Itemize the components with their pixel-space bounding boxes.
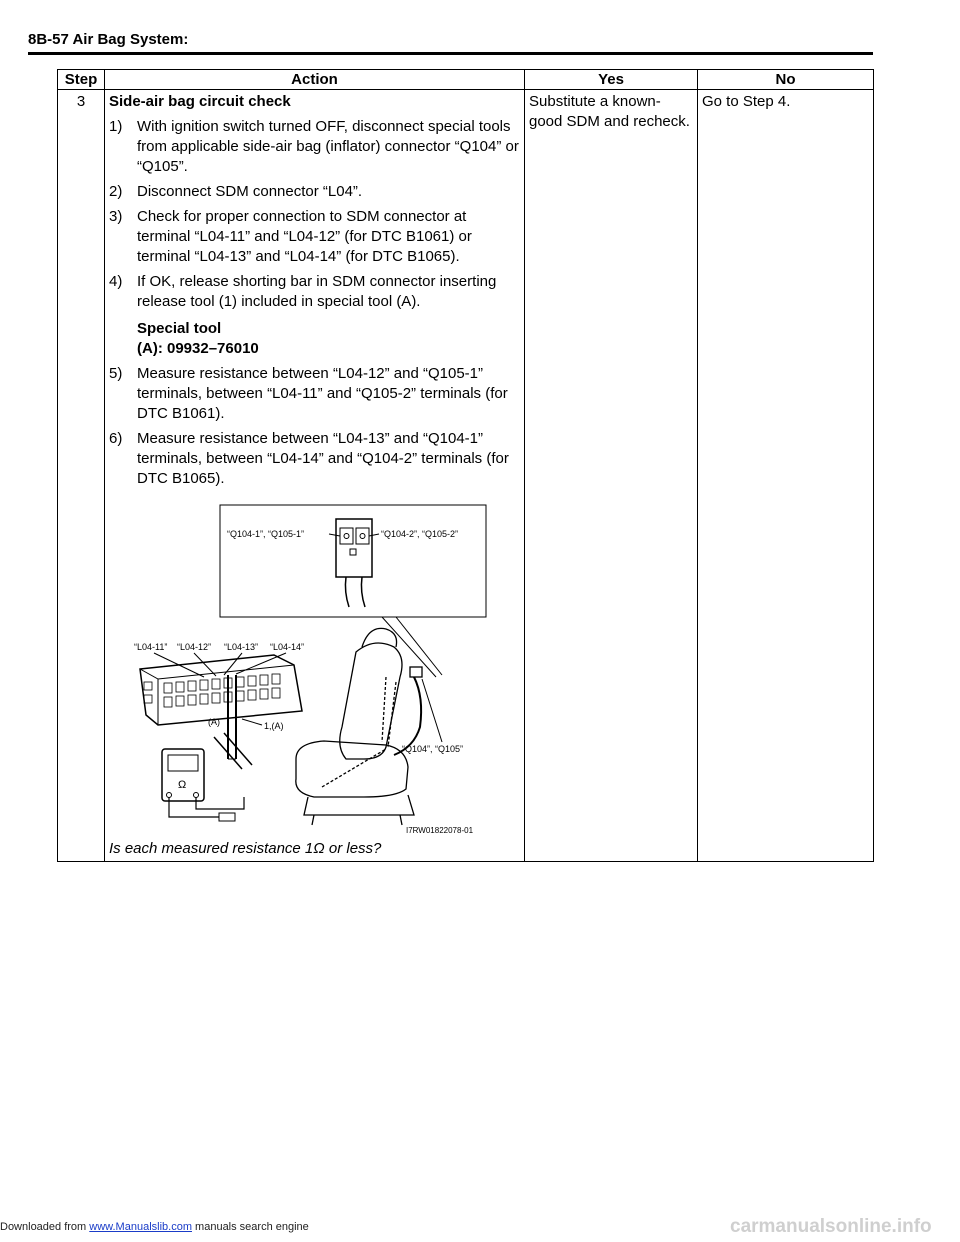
label-l04-14: “L04-14” — [270, 642, 305, 652]
svg-text:Ω: Ω — [178, 779, 187, 791]
special-tool: Special tool (A): 09932–76010 — [137, 320, 259, 357]
footer-link[interactable]: www.Manualslib.com — [89, 1221, 192, 1233]
footer — [0, 1221, 309, 1233]
col-step: Step — [58, 70, 105, 90]
label-q104-q105: “Q104”, “Q105” — [402, 744, 464, 754]
label-a: (A) — [208, 717, 220, 727]
label-l04-13: “L04-13” — [224, 642, 259, 652]
col-action: Action — [105, 70, 525, 90]
col-no: No — [698, 70, 874, 90]
action-item: 5) Measure resistance between “L04-12” and “Q105-1” terminals, between “L04-11” and “Q105-2” terminals (for DTC B1061). — [109, 365, 508, 422]
action-item: 2) Disconnect SDM connector “L04”. — [109, 183, 363, 200]
yes-cell: Substitute a known-good SDM and recheck. — [525, 90, 698, 862]
procedure-table — [57, 69, 874, 862]
header-rule — [28, 52, 873, 55]
action-item: 6) Measure resistance between “L04-13” and “Q104-1” terminals, between “L04-14” and “Q104-2” terminals (for DTC B1065). — [109, 430, 509, 487]
footer-suffix: manuals search engine — [195, 1221, 309, 1233]
watermark: carmanualsonline.info — [730, 1216, 932, 1237]
action-item: 3) Check for proper connection to SDM connector at terminal “L04-11” and “L04-12” (for DTC B1061) or terminal “L04-13” and “L04-14” (for DTC B1065). — [109, 208, 472, 265]
col-yes: Yes — [525, 70, 698, 90]
table-header-row — [58, 70, 874, 90]
label-q-left: “Q104-1”, “Q105-1” — [227, 529, 305, 539]
page-header: 8B-57 Air Bag System: — [28, 31, 189, 48]
action-title: Side-air bag circuit check — [109, 93, 291, 110]
question: Is each measured resistance 1Ω or less? — [109, 840, 382, 857]
label-1a: 1,(A) — [264, 721, 284, 731]
action-cell — [105, 90, 525, 862]
step-number: 3 — [58, 90, 105, 862]
wiring-figure — [124, 497, 494, 837]
figure-code: I7RW01822078-01 — [406, 826, 474, 835]
action-item: 1) With ignition switch turned OFF, disconnect special tools from applicable side-air bag (inflator) connector “Q104” or “Q105”. — [109, 118, 519, 175]
table-row — [58, 90, 874, 862]
label-l04-11: “L04-11” — [134, 642, 168, 652]
label-l04-12: “L04-12” — [177, 642, 212, 652]
footer-prefix: Downloaded from — [0, 1221, 87, 1233]
action-item: 4) If OK, release shorting bar in SDM connector inserting release tool (1) included in special tool (A). — [109, 273, 497, 310]
label-q-right: “Q104-2”, “Q105-2” — [381, 529, 459, 539]
no-cell: Go to Step 4. — [698, 90, 874, 862]
sdm-connector — [140, 653, 302, 725]
ohmmeter-icon — [162, 733, 252, 821]
seat-icon — [296, 628, 422, 825]
